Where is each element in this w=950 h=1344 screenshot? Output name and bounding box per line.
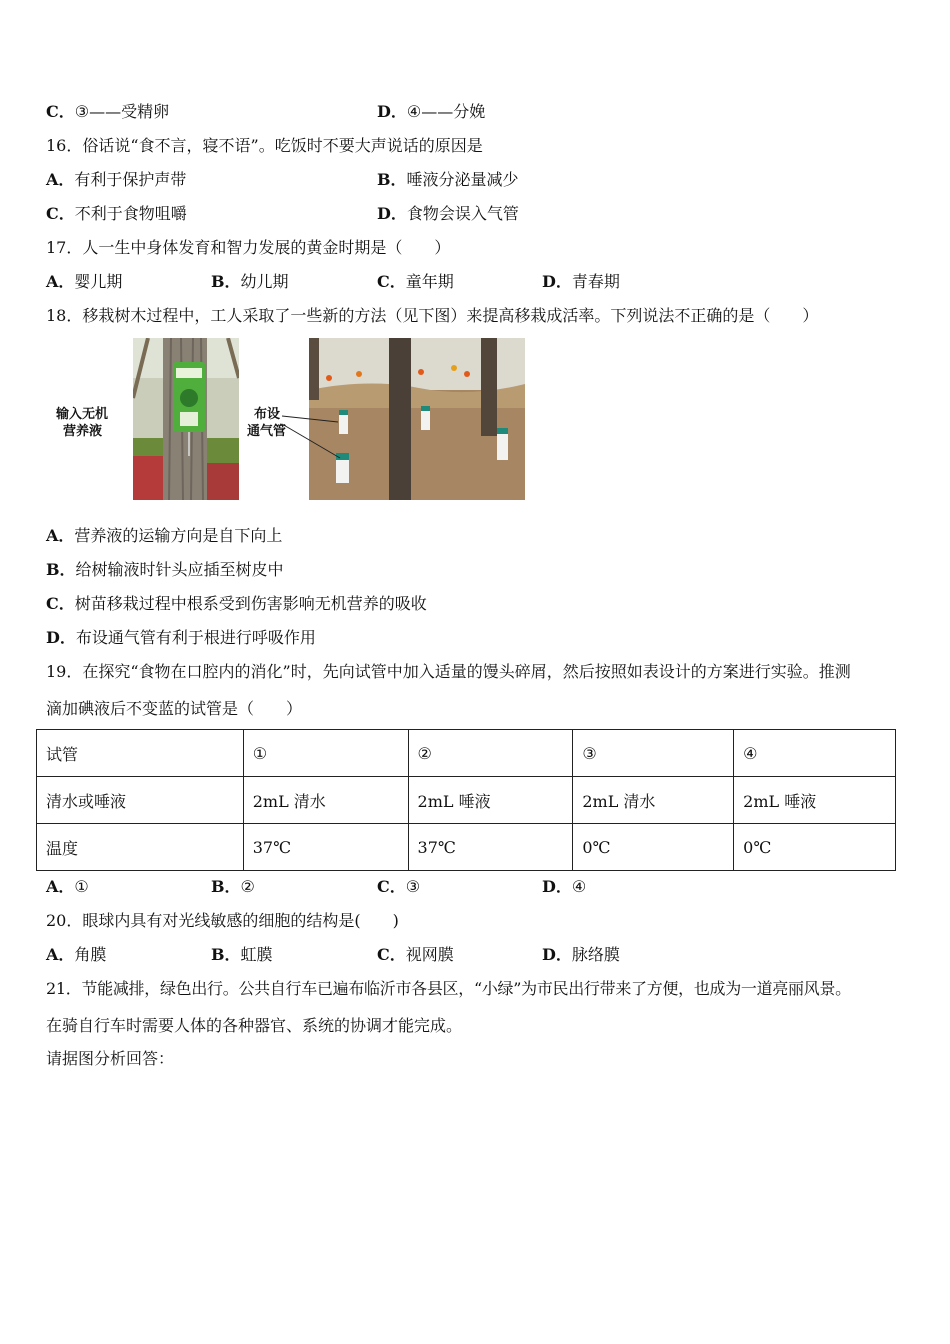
- q17-stem: 17．人一生中身体发育和智力发展的黄金时期是（ ）: [46, 238, 451, 257]
- option-text: 唾液分泌量减少: [406, 170, 519, 189]
- q18-option-a: [46, 526, 282, 546]
- q17-option-c: [377, 272, 454, 292]
- option-letter: C．: [377, 877, 406, 896]
- option-letter: A．: [46, 945, 75, 964]
- q16-option-b: [377, 170, 519, 190]
- q20-option-d: [542, 945, 620, 965]
- figure-label-nutrient: [56, 406, 108, 440]
- option-letter: D．: [542, 877, 572, 896]
- q21-stem-line1: 21．节能减排，绿色出行。公共自行车已遍布临沂市各县区，“小绿”为市民出行带来了方便，也成为一道亮丽风景。: [46, 979, 851, 998]
- option-letter: B．: [211, 877, 241, 896]
- figure-label-line: 输入无机: [56, 407, 109, 422]
- option-text: 食物会误入气管: [406, 204, 519, 223]
- table-cell: 2mL 唾液: [734, 777, 896, 824]
- figure-label-line: 营养液: [63, 424, 103, 439]
- option-letter: D．: [377, 102, 407, 121]
- option-text: 脉络膜: [571, 945, 620, 964]
- option-text: 视网膜: [405, 945, 454, 964]
- table-row: [37, 824, 896, 871]
- pointer-line: [282, 416, 338, 422]
- option-letter: D．: [46, 628, 76, 647]
- pointer-line: [282, 424, 340, 458]
- option-letter: B．: [46, 560, 76, 579]
- option-text: 树苗移栽过程中根系受到伤害影响无机营养的吸收: [74, 594, 427, 613]
- q19-stem-line2: 滴加碘液后不变蓝的试管是（ ）: [46, 699, 303, 718]
- option-letter: A．: [46, 272, 75, 291]
- q16-option-a: [46, 170, 186, 190]
- option-letter: A．: [46, 526, 75, 545]
- q16-option-d: [377, 204, 519, 224]
- experiment-table: [36, 729, 896, 871]
- option-text: 角膜: [74, 945, 107, 964]
- option-letter: C．: [377, 945, 406, 964]
- option-text: 青春期: [571, 272, 620, 291]
- option-text: 童年期: [405, 272, 454, 291]
- option-letter: C．: [46, 204, 75, 223]
- option-text: ④: [571, 877, 587, 896]
- option-text: ②: [240, 877, 255, 896]
- q21-stem-line3: 请据图分析回答：: [46, 1049, 175, 1068]
- table-cell: ①: [243, 730, 408, 777]
- option-text: ④——分娩: [406, 102, 486, 121]
- q19-stem-line1: 19．在探究“食物在口腔内的消化”时，先向试管中加入适量的馒头碎屑，然后按照如表设计的方案进行实验。推测: [46, 662, 851, 681]
- table-cell: 2mL 清水: [573, 777, 734, 824]
- option-letter: B．: [211, 272, 241, 291]
- q18-stem: 18．移栽树木过程中，工人采取了一些新的方法（见下图）来提高移栽成活率。下列说法不正确的是（ ）: [46, 306, 819, 325]
- option-text: ③: [405, 877, 421, 896]
- q18-option-c: [46, 594, 427, 614]
- q18-option-b: [46, 560, 284, 580]
- q18-option-d: [46, 628, 316, 648]
- q16-stem: 16．俗话说“食不言，寝不语”。吃饭时不要大声说话的原因是: [46, 136, 483, 155]
- q20-option-a: [46, 945, 106, 965]
- table-cell: ④: [734, 730, 896, 777]
- table-cell: ②: [408, 730, 573, 777]
- q15-option-c: [46, 102, 169, 122]
- table-cell: 0℃: [734, 824, 896, 871]
- figure-label-line: 布设: [254, 407, 281, 422]
- q19-option-c: [377, 877, 420, 897]
- table-cell: 2mL 唾液: [408, 777, 573, 824]
- option-letter: B．: [377, 170, 407, 189]
- table-cell: 37℃: [243, 824, 408, 871]
- option-letter: B．: [211, 945, 241, 964]
- table-row: [37, 777, 896, 824]
- option-text: 婴儿期: [74, 272, 123, 291]
- option-text: 虹膜: [240, 945, 273, 964]
- q16-option-c: [46, 204, 187, 224]
- option-text: 幼儿期: [240, 272, 289, 291]
- option-text: 不利于食物咀嚼: [74, 204, 187, 223]
- option-text: 有利于保护声带: [74, 170, 187, 189]
- q20-stem: 20．眼球内具有对光线敏感的细胞的结构是( ): [46, 911, 399, 930]
- option-text: 给树输液时针头应插至树皮中: [75, 560, 284, 579]
- table-cell: 清水或唾液: [37, 777, 244, 824]
- q21-stem-line2: 在骑自行车时需要人体的各种器官、系统的协调才能完成。: [46, 1016, 463, 1035]
- tree-iv-bag-photo: [133, 338, 239, 500]
- q20-option-c: [377, 945, 454, 965]
- table-cell: 试管: [37, 730, 244, 777]
- q19-option-a: [46, 877, 89, 897]
- option-text: 营养液的运输方向是自下向上: [74, 526, 283, 545]
- option-letter: C．: [46, 594, 75, 613]
- option-letter: D．: [377, 204, 407, 223]
- table-cell: ③: [573, 730, 734, 777]
- q17-option-b: [211, 272, 289, 292]
- q17-option-d: [542, 272, 620, 292]
- table-cell: 0℃: [573, 824, 734, 871]
- option-letter: D．: [542, 272, 572, 291]
- option-text: ③——受精卵: [74, 102, 170, 121]
- figure-label-pipe: [247, 406, 286, 440]
- option-letter: D．: [542, 945, 572, 964]
- option-text: 布设通气管有利于根进行呼吸作用: [75, 628, 316, 647]
- figure-label-line: 通气管: [247, 424, 287, 439]
- table-cell: 温度: [37, 824, 244, 871]
- option-letter: C．: [46, 102, 75, 121]
- pointer-lines: [280, 400, 350, 480]
- option-text: ①: [74, 877, 89, 896]
- q17-option-a: [46, 272, 122, 292]
- q19-option-d: [542, 877, 586, 897]
- tree-iv-bag-illustration: [133, 338, 239, 500]
- table-cell: 2mL 清水: [243, 777, 408, 824]
- option-letter: C．: [377, 272, 406, 291]
- q19-option-b: [211, 877, 255, 897]
- q20-option-b: [211, 945, 273, 965]
- option-letter: A．: [46, 877, 75, 896]
- table-row: [37, 730, 896, 777]
- option-letter: A．: [46, 170, 75, 189]
- q15-option-d: [377, 102, 485, 122]
- table-cell: 37℃: [408, 824, 573, 871]
